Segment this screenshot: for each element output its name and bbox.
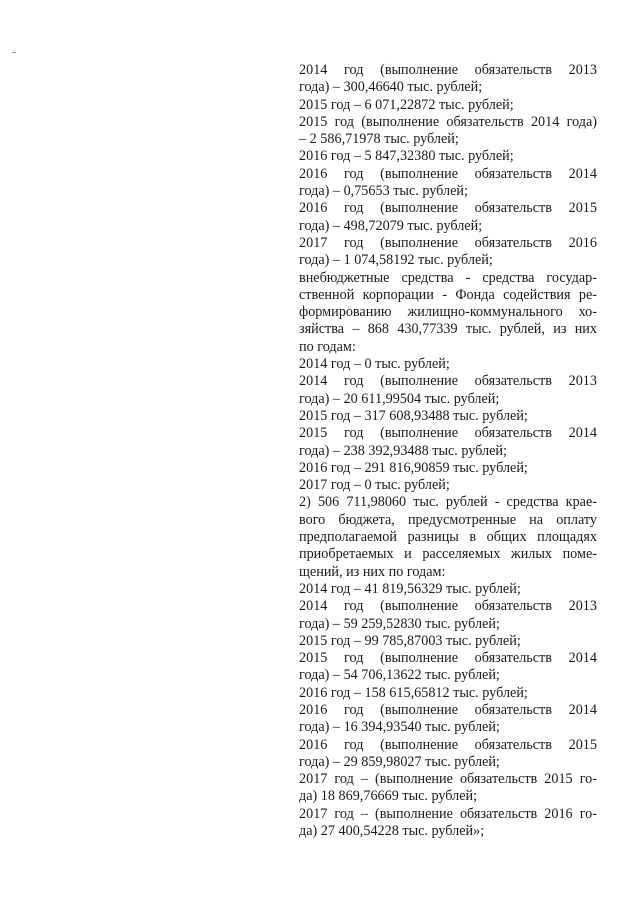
document-line: 2015 год – 317 608,93488 тыс. рублей; bbox=[299, 407, 528, 424]
document-line: года) – 20 611,99504 тыс. рублей; bbox=[299, 390, 500, 407]
document-line: щений, из них по годам: bbox=[299, 563, 446, 580]
document-line: 2016 год – 291 816,90859 тыс. рублей; bbox=[299, 459, 528, 476]
document-line: года) – 59 259,52830 тыс. рублей; bbox=[299, 615, 500, 632]
document-line: года) – 16 394,93540 тыс. рублей; bbox=[299, 719, 500, 736]
document-line: по годам: bbox=[299, 338, 356, 355]
document-line: года) – 238 392,93488 тыс. рублей; bbox=[299, 442, 507, 459]
document-line: 2017 год – 0 тыс. рублей; bbox=[299, 477, 450, 494]
document-line: года) – 54 706,13622 тыс. рублей; bbox=[299, 667, 500, 684]
document-line: 2016 год (выполнение обязательств 2014 bbox=[299, 701, 597, 718]
document-line: 2014 год – 0 тыс. рублей; bbox=[299, 356, 450, 373]
document-line: зяйства – 868 430,77339 тыс. рублей, из них bbox=[299, 321, 597, 338]
document-line: внебюджетные средства - средства государ- bbox=[299, 269, 597, 286]
document-line: формированию жилищно-коммунального хо- bbox=[299, 304, 597, 321]
document-line: 2) 506 711,98060 тыс. рублей - средства крае- bbox=[299, 494, 597, 511]
document-line: 2015 год (выполнение обязательств 2014 bbox=[299, 425, 597, 442]
document-line: года) – 29 859,98027 тыс. рублей; bbox=[299, 753, 500, 770]
document-line: 2014 год (выполнение обязательств 2013 bbox=[299, 373, 597, 390]
document-line: ственной корпорации - Фонда содействия ре- bbox=[299, 286, 597, 303]
document-line: 2015 год (выполнение обязательств 2014 года) bbox=[299, 113, 597, 130]
document-body bbox=[299, 62, 597, 840]
document-line: приобретаемых и расселяемых жилых поме- bbox=[299, 546, 597, 563]
document-line: 2016 год (выполнение обязательств 2014 bbox=[299, 165, 597, 182]
document-line: да) 18 869,76669 тыс. рублей; bbox=[299, 788, 478, 805]
document-line: 2016 год (выполнение обязательств 2015 bbox=[299, 200, 597, 217]
document-line: 2017 год (выполнение обязательств 2016 bbox=[299, 234, 597, 251]
document-line: 2014 год – 41 819,56329 тыс. рублей; bbox=[299, 580, 521, 597]
document-line: года) – 1 074,58192 тыс. рублей; bbox=[299, 252, 493, 269]
document-line: 2015 год – 6 071,22872 тыс. рублей; bbox=[299, 96, 514, 113]
document-line: 2014 год (выполнение обязательств 2013 bbox=[299, 598, 597, 615]
document-line: 2017 год – (выполнение обязательств 2015 го- bbox=[299, 771, 597, 788]
document-line: года) – 0,75653 тыс. рублей; bbox=[299, 183, 468, 200]
document-line: 2016 год (выполнение обязательств 2015 bbox=[299, 736, 597, 753]
document-line: 2014 год (выполнение обязательств 2013 bbox=[299, 62, 597, 78]
document-line: 2017 год – (выполнение обязательств 2016 го- bbox=[299, 805, 597, 822]
document-line: предполагаемой разницы в общих площадях bbox=[299, 529, 597, 546]
document-line: года) – 498,72079 тыс. рублей; bbox=[299, 217, 483, 234]
margin-mark bbox=[12, 52, 16, 53]
document-line: вого бюджета, предусмотренные на оплату bbox=[299, 511, 597, 528]
document-line: – 2 586,71978 тыс. рублей; bbox=[299, 131, 459, 148]
document-line: 2015 год – 99 785,87003 тыс. рублей; bbox=[299, 632, 521, 649]
document-line: года) – 300,46640 тыс. рублей; bbox=[299, 79, 483, 96]
document-line: да) 27 400,54228 тыс. рублей»; bbox=[299, 823, 485, 840]
document-line: 2015 год (выполнение обязательств 2014 bbox=[299, 650, 597, 667]
document-line: 2016 год – 5 847,32380 тыс. рублей; bbox=[299, 148, 514, 165]
document-line: 2016 год – 158 615,65812 тыс. рублей; bbox=[299, 684, 528, 701]
